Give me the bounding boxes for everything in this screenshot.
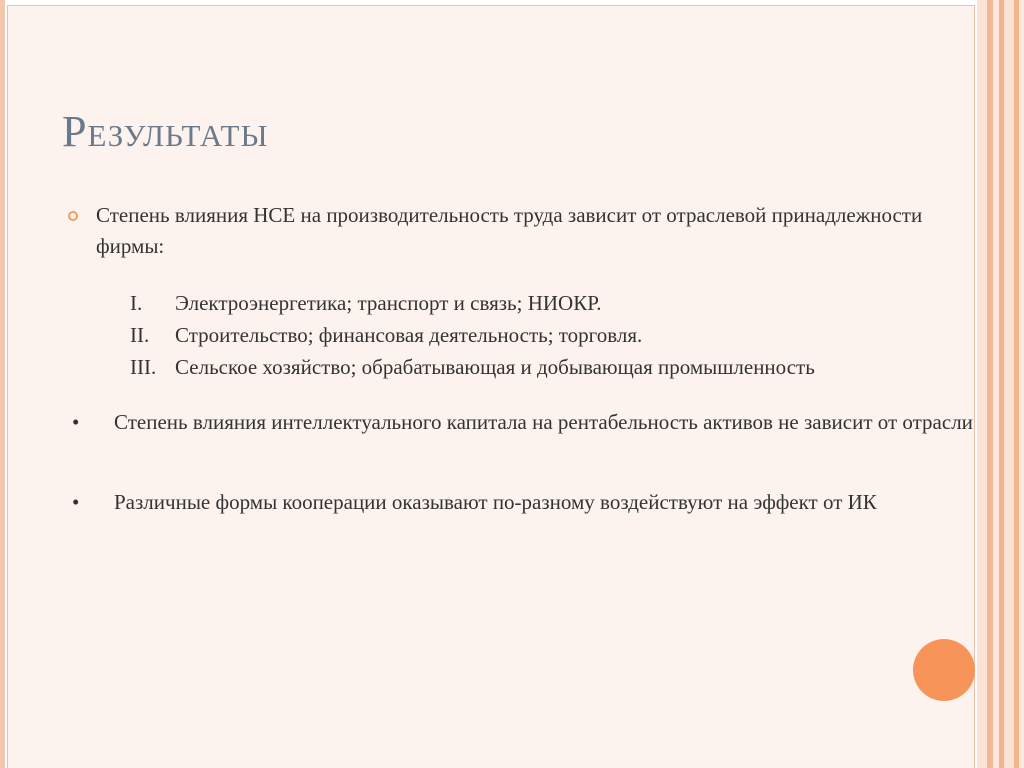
bullet-text-2: Степень влияния интеллектуального капитала на рентабельность активов не зависит от отрасли [114,410,973,434]
list-item-text: Электроэнергетика; транспорт и связь; НИОКР. [175,291,602,315]
decorative-circle [913,639,975,701]
right-decor-stripe [977,0,987,768]
slide-title: Результаты [62,107,269,156]
list-item-text: Сельское хозяйство; обрабатывающая и добывающая промышленность [175,355,815,379]
list-item-number: II. [130,323,150,347]
list-item [130,351,815,383]
bullet-dot-icon: • [72,490,80,514]
list-item [130,319,815,351]
bullet-text-1: Степень влияния НСЕ на производительность труда зависит от отраслевой принадлежности фирмы: [96,203,923,258]
right-decor-stripe [1004,0,1014,768]
bullet-dot-icon: • [72,410,80,434]
right-decor-stripe [1019,0,1024,768]
industry-list [130,287,815,383]
left-decor-stripe [0,0,5,768]
list-item-number: I. [130,291,143,315]
bullet-text-3: Различные формы кооперации оказывают по-разному воздействуют на эффект от ИК [114,490,877,514]
list-item-number: III. [130,355,157,379]
list-item-text: Строительство; финансовая деятельность; торговля. [175,323,643,347]
list-item [130,287,815,319]
bullet-circle-icon [68,211,78,221]
